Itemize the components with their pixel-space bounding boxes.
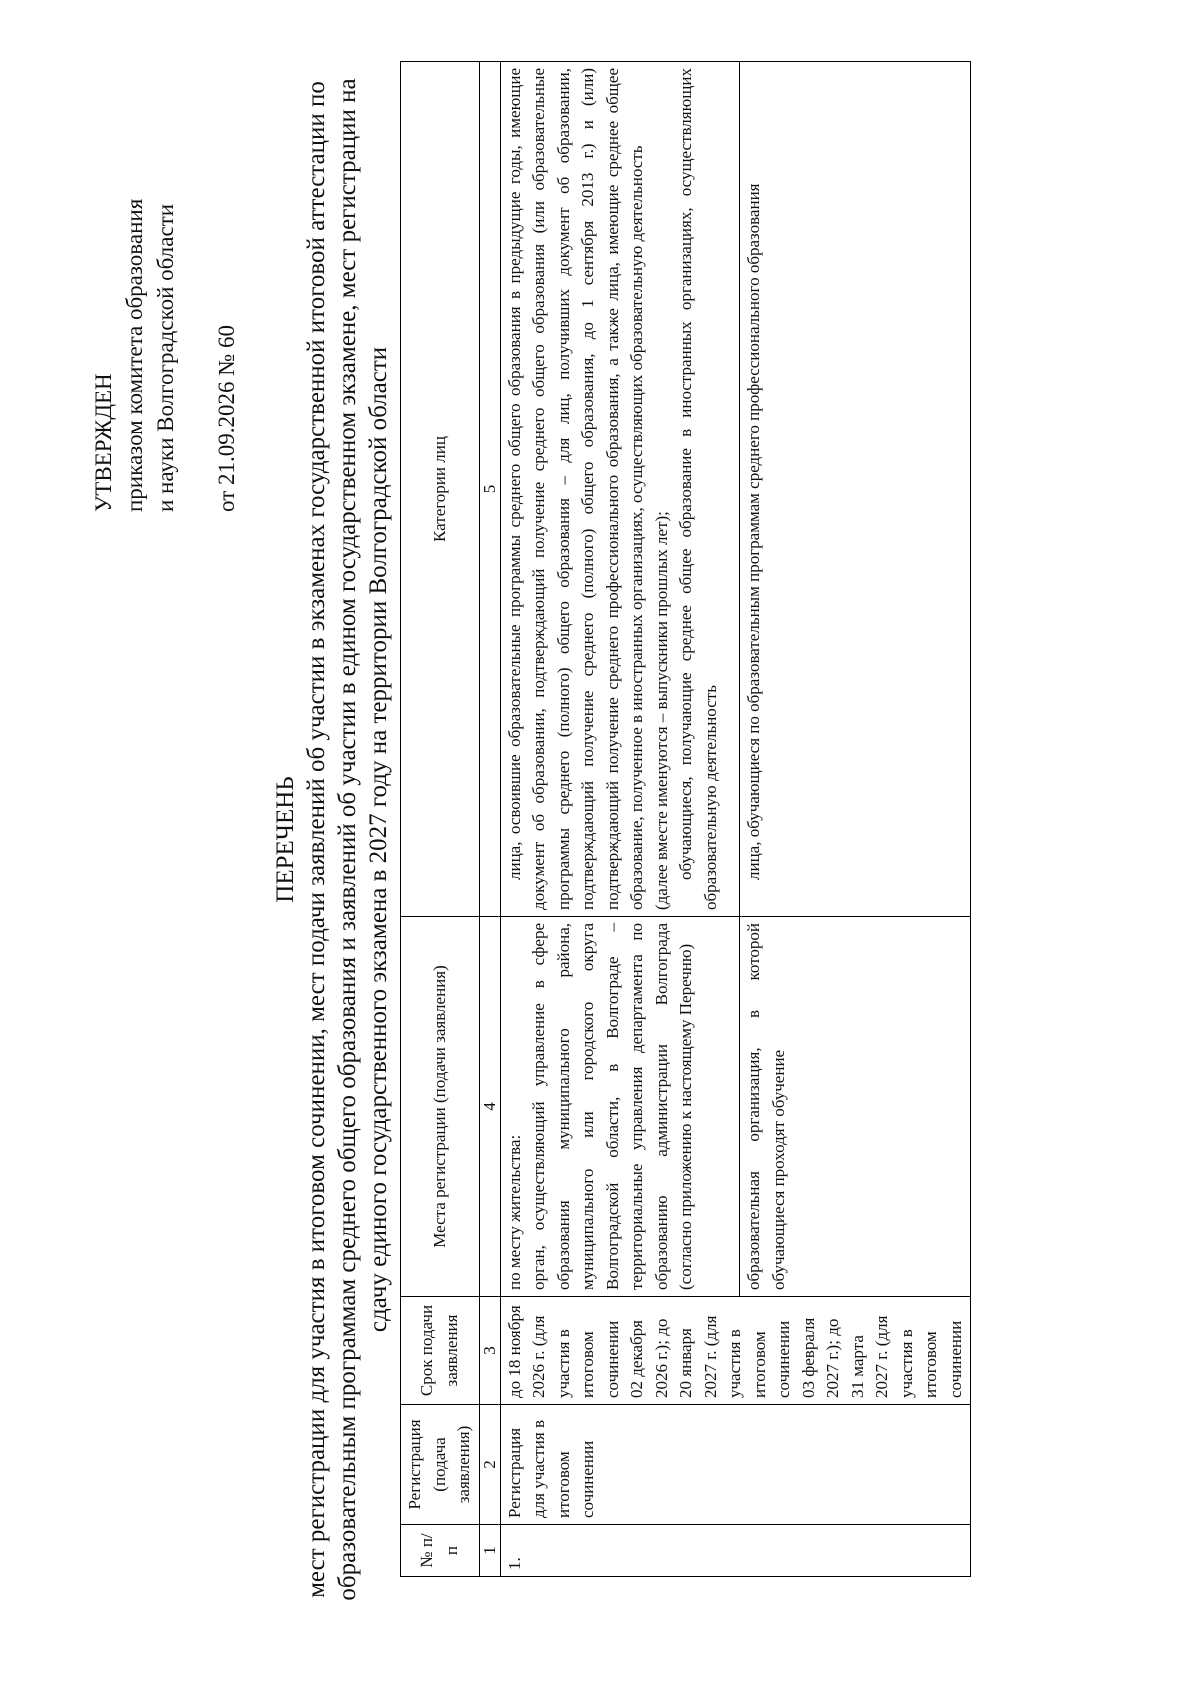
column-number: 2 [479,1405,500,1525]
registration-table [400,61,971,1577]
column-number: 4 [479,917,500,1297]
places-cell [740,917,971,1297]
table-row [500,62,740,1577]
column-number: 5 [479,62,500,917]
places-text: образовательная организация, в которой обучающиеся проходят обучение [744,923,788,1290]
title-heading: ПЕРЕЧЕНЬ [272,776,299,903]
header-places: Места регистрации (подачи заявления) [401,917,480,1297]
categories-cell [500,62,740,917]
category-foreign-students: обучающиеся, получающие среднее общее образование в иностранных организациях, осуществляющих образовательную деятельность [676,68,720,910]
deadline-text: до 18 ноября 2026 г. (для участия в итоговом сочинении 02 декабря 2026 г.); до 20 января 2027 г. (для участия в итоговом сочинении 03 февраля 2027 г.); до 31 марта 2027 г. (для участия в итоговом сочинении [504,1305,965,1398]
column-number: 3 [479,1297,500,1405]
row-number: 1. [500,1525,971,1577]
header-deadline: Срок подачи заявления [401,1297,480,1405]
categories-cell [740,62,971,917]
document-title [270,77,394,1602]
approval-date: от 21.09.2026 № 60 [214,325,239,512]
places-text: орган, осуществляющий управление в сфере образования муниципального района, муниципального или городского округа Волгоградской области, в Волгограде – территориальные управления департамента по образованию администрации Волгограда (согласно приложению к настоящему Перечню) [529,923,695,1290]
header-number: № п/п [401,1525,480,1577]
header-categories: Категории лиц [401,62,480,917]
column-number-row [479,62,500,1577]
approval-authority-line1: приказом комитета образования [122,198,147,512]
places-cell [500,917,740,1297]
places-intro: по месту жительства: [504,1134,524,1290]
category-graduates: лица, освоившие образовательные программы среднего общего образования в предыдущие годы, имеющие документ об образовании, подтверждающий получение среднего общего образования (или образовательные программы среднего (полного) общего образования – для лиц, получивших документ об образовании, подтверждающий получение среднего (полного) общего образования, до 1 сентября 2013 г.) и (или) подтверждающий получение среднего профессионального образования, а также лица, имеющие среднее общее образование, полученное в иностранных организациях, осуществляющих образовательную деятельность [504,68,646,910]
approval-authority-line2: и науки Волгоградской области [153,203,178,512]
title-subtitle: мест регистрации для участия в итоговом сочинении, мест подачи заявлений об участии в экзаменах государственной итоговой аттестации по образовательным программам среднего общего образования и заявлений об участии в едином государственном экзамене, мест регистрации на сдачу единого государственного экзамена в 2027 году на территории Волгоградской области [303,78,392,1601]
category-spo-students: лица, обучающиеся по образовательным программам среднего профессионального образования [744,183,763,880]
approval-stamp [88,199,242,512]
header-registration: Регистрация (подача заявления) [401,1405,480,1525]
header-row [401,62,480,1577]
approval-heading: УТВЕРЖДЕН [91,373,116,512]
column-number: 1 [479,1525,500,1577]
deadline-cell [500,1297,971,1405]
category-graduates-note: (далее вместе именуются – выпускники прошлых лет); [651,511,671,910]
registration-type: Регистрация для участия в итоговом сочинении [500,1405,971,1525]
